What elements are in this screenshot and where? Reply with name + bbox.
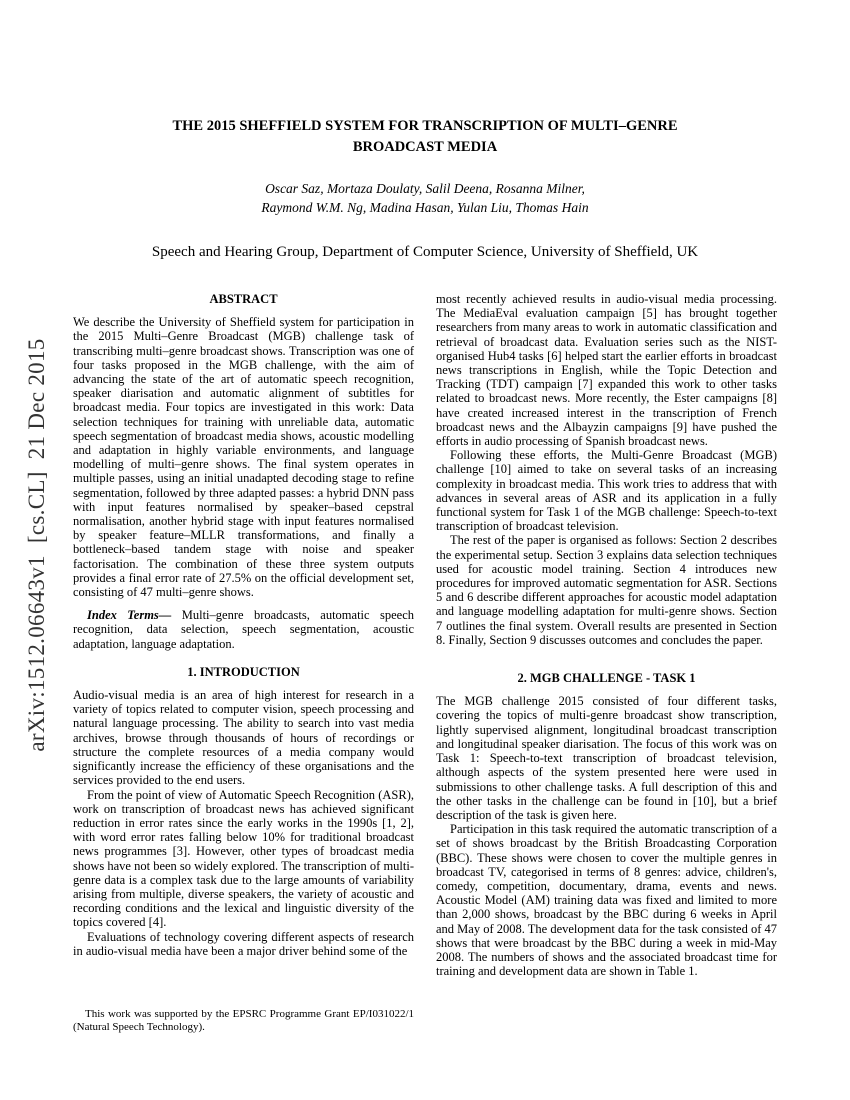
author-list xyxy=(72,179,778,217)
abstract-text: We describe the University of Sheffield system for participation in the 2015 Multi–Genre Broadcast (MGB) challenge task of transcribing multi–genre broadcast shows. Transcription was one of four tasks proposed in the MGB challenge, with the aim of advancing the state of the art of automatic speech recognition, speaker diarisation and automatic alignment of subtitles for broadcast media. Four topics are investigated in this work: Data selection techniques for training with unreliable data, automatic speech segmentation of broadcast media shows, acoustic modelling and adaptation in highly variable environments, and language modelling of multi–genre shows. The final system operates in multiple passes, using an initial unadapted decoding stage to refine segmentation, followed by three adapted passes: a hybrid DNN pass with input features normalised by speaker–based cepstral normalisation, another hybrid stage with input features normalised by speaker feature–MLLR transformations, and finally a bottleneck–based tandem stage with noise and speaker factorisation. The combination of these three system outputs provides a final error rate of 27.5% on the official development set, consisting of 47 multi–genre shows. xyxy=(73,315,414,600)
section-heading-mgb-challenge: 2. MGB CHALLENGE - TASK 1 xyxy=(517,671,696,686)
section-heading-introduction: 1. INTRODUCTION xyxy=(187,664,300,679)
left-column xyxy=(73,292,414,978)
mgb-paragraph-2: Participation in this task required the automatic transcription of a set of shows broadcast by the British Broadcasting Corporation (BBC). These shows were chosen to cover the multiple genres in broadcast TV, categorised in terms of 8 genres: advice, children's, comedy, competition, documentary, drama, events and news. Acoustic Model (AM) training data was fixed and limited to more than 2,000 shows, broadcast by the BBC during 6 weeks in April and May of 2008. The development data for the task consisted of 47 shows that were broadcast by the BBC during a week in mid-May 2008. The numbers of shows and the associated broadcast time for training and development data are shown in Table 1. xyxy=(436,822,778,979)
author-list-line2: Raymond W.M. Ng, Madina Hasan, Yulan Liu, Thomas Hain xyxy=(261,200,589,215)
intro-paragraph-2: From the point of view of Automatic Speech Recognition (ASR), work on transcription of broadcast news has achieved significant reduction in error rates since the early works in the 1990s [1, 2], with word error rates falling below 10% for traditional broadcast news programmes [3]. However, other types of broadcast media shows have not been so widely explored. The transcription of multi-genre data is a complex task due to the large amounts of variability arising from multiple, diverse speakers, the variety of acoustic and recording conditions and the lexical and linguistic diversity of the topics covered [4]. xyxy=(73,787,415,930)
abstract-heading: ABSTRACT xyxy=(209,292,278,306)
mgb-paragraph-1: The MGB challenge 2015 consisted of four different tasks, covering the topics of multi-genre broadcast show transcription, lightly supervised alignment, longitudinal broadcast transcription and longitudinal speaker diarisation. The focus of this work was on Task 1: Speech-to-text transcription of broadcast television, although aspects of the system presented here were used in submissions to other challenge tasks. A full description of this and the other tasks in the challenge can be found in [10], but a brief description of the task is given here. xyxy=(436,694,777,822)
paper-title xyxy=(72,116,778,158)
arxiv-watermark: arXiv:1512.06643v1 [cs.CL] 21 Dec 2015 xyxy=(24,338,49,752)
paper-title-line2: BROADCAST MEDIA xyxy=(352,139,498,155)
index-terms-label: Index Terms— xyxy=(87,608,172,623)
right-paragraph-1: most recently achieved results in audio-visual media processing. The MediaEval evaluation campaign [5] has brought together researchers from many areas to work in automatic classification and retrieval of broadcast data. Evaluation series such as the NIST-organised Hub4 tasks [6] helped start the earlier efforts in broadcast news transcriptions in English, while the Topic Detection and Tracking (TDT) campaign [7] expanded this work to other tasks related to broadcast news. More recently, the Ester campaigns [8] have created increased interest in the transcription of French broadcast news and the Albayzin campaigns [9] have pushed the efforts in audio processing of Spanish broadcast news. xyxy=(436,292,777,449)
two-column-body xyxy=(73,292,777,978)
right-paragraph-3: The rest of the paper is organised as follows: Section 2 describes the experimental setup. Section 3 explains data selection techniques used for acoustic model training. Section 4 introduces new procedures for improved automatic segmentation for ASR. Sections 5 and 6 describe different approaches for acoustic model adaptation and language modelling adaptation for multi-genre shows. Section 7 outlines the final system. Overall results are presented in Section 8. Finally, Section 9 discusses outcomes and concludes the paper. xyxy=(436,533,777,647)
author-list-line1: Oscar Saz, Mortaza Doulaty, Salil Deena, Rosanna Milner, xyxy=(265,181,585,196)
paper-header xyxy=(72,116,778,261)
support-footnote: This work was supported by the EPSRC Programme Grant EP/I031022/1 (Natural Speech Technology). xyxy=(73,1008,414,1033)
affiliation: Speech and Hearing Group, Department of Computer Science, University of Sheffield, UK xyxy=(151,244,699,260)
index-terms-text: Multi–genre broadcasts, automatic speech recognition, data selection, speech segmentation, acoustic adaptation, language adaptation. xyxy=(73,608,414,651)
paper-title-line1: THE 2015 SHEFFIELD SYSTEM FOR TRANSCRIPTION OF MULTI–GENRE xyxy=(172,118,678,134)
intro-paragraph-1: Audio-visual media is an area of high interest for research in a variety of topics related to computer vision, speech processing and natural language processing. The ability to search into vast media archives, browse through thousands of hours of recordings or structure the complete resources of a media company would significantly increase the efficiency of these organisations and the services provided to the end users. xyxy=(73,688,414,788)
right-column xyxy=(436,292,777,978)
right-paragraph-2: Following these efforts, the Multi-Genre Broadcast (MGB) challenge [10] aimed to take on several tasks of an increasing complexity in broadcast media. This work tries to address that with advances in several areas of ASR and its application in a fully functional system for Task 1 of the MGB challenge: Speech-to-text transcription of broadcast television. xyxy=(436,448,777,534)
intro-paragraph-3: Evaluations of technology covering different aspects of research in audio-visual media have been a major driver behind some of the xyxy=(73,929,414,958)
index-terms xyxy=(73,608,414,651)
